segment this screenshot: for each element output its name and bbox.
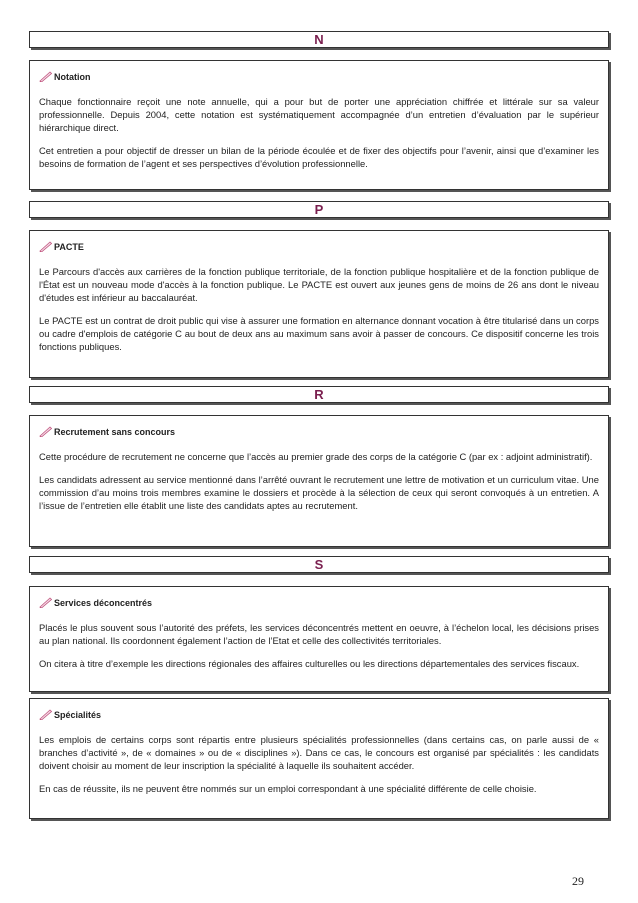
entry-heading	[39, 597, 599, 608]
entry-services-deconcentres	[29, 586, 609, 692]
paragraph: On citera à titre d’exemple les directions régionales des affaires culturelles ou les directions départementales des services fiscaux.	[39, 658, 580, 669]
paragraph: Placés le plus souvent sous l’autorité des préfets, les services déconcentrés mettent en oeuvre, à l’échelon local, les décisions prises au plan national. Ils coordonnent également l’action de l’Etat et celle des collectivités territoriales.	[39, 622, 599, 646]
section-letter-p-box	[29, 201, 609, 218]
entry-heading	[39, 426, 599, 437]
entry-heading-text: Services déconcentrés	[54, 597, 153, 608]
entry-specialites	[29, 698, 609, 819]
entry-heading-text: Notation	[54, 71, 91, 82]
pencil-icon	[39, 426, 52, 437]
entry-heading	[39, 241, 599, 252]
entry-heading	[39, 71, 599, 82]
entry-pacte	[29, 230, 609, 378]
entry-heading-text: Recrutement sans concours	[54, 426, 176, 437]
paragraph: Cet entretien a pour objectif de dresser un bilan de la période écoulée et de fixer des objectifs pour l’avenir, ainsi que d’examiner les besoins de formation de l’agent et ses perspectives d’évolution professionnelle.	[39, 145, 599, 169]
section-letter-r-box	[29, 386, 609, 403]
paragraph: Les emplois de certains corps sont répartis entre plusieurs spécialités professionnelles (dans certains cas, on parle aussi de « branches d’activité », de « domaines » ou de « disciplines »). Dans ce cas, le concours est organisé par spécialités : les candidats doivent choisir au moment de leur inscription la spécialité à laquelle ils souhaitent accéder.	[39, 734, 599, 771]
section-letter: S	[314, 557, 324, 572]
paragraph: En cas de réussite, ils ne peuvent être nommés sur un emploi correspondant à une spécialité différente de celle choisie.	[39, 783, 537, 794]
pencil-icon	[39, 597, 52, 608]
entry-heading	[39, 709, 599, 720]
pencil-icon	[39, 241, 52, 252]
section-letter: R	[314, 387, 324, 402]
paragraph: Les candidats adressent au service mentionné dans l’arrêté ouvrant le recrutement une lettre de motivation et un curriculum vitae. Une commission d’au moins trois membres examine le dossiers et procède à la sélection de ceux qui seront convoqués à un entretien. A l’issue de l’entretien elle établit une liste des candidats aptes au recrutement.	[39, 474, 599, 511]
section-letter: N	[314, 32, 324, 47]
pencil-icon	[39, 709, 52, 720]
paragraph: Cette procédure de recrutement ne concerne que l’accès au premier grade des corps de la catégorie C (par ex : adjoint administratif).	[39, 451, 593, 462]
section-letter-n-box	[29, 31, 609, 48]
page-number: 29	[572, 874, 584, 888]
pencil-icon	[39, 71, 52, 82]
entry-recrutement-sans-concours	[29, 415, 609, 547]
paragraph: Le Parcours d'accès aux carrières de la fonction publique territoriale, de la fonction publique hospitalière et de la fonction publique de l'État est un nouveau mode d'accès à la fonction publique. Le PACTE est ouvert aux jeunes gens de moins de 26 ans dont le niveau d'études est inférieur au baccalauréat.	[39, 266, 599, 303]
entry-notation	[29, 60, 609, 190]
entry-heading-text: PACTE	[54, 241, 84, 252]
paragraph: Le PACTE est un contrat de droit public qui vise à assurer une formation en alternance donnant vocation à être titularisé dans un corps ou cadre d'emplois de catégorie C au bout de deux ans au maximum sans avoir à passer de concours. Ce dispositif concerne les trois fonctions publiques.	[39, 315, 599, 352]
section-letter-s-box	[29, 556, 609, 573]
paragraph: Chaque fonctionnaire reçoit une note annuelle, qui a pour but de porter une appréciation chiffrée et littérale sur sa valeur professionnelle. Depuis 2004, cette notation est systématiquement accompagnée d’un entretien d’évaluation par le supérieur hiérarchique direct.	[39, 96, 599, 133]
section-letter: P	[314, 202, 324, 217]
entry-heading-text: Spécialités	[54, 709, 102, 720]
